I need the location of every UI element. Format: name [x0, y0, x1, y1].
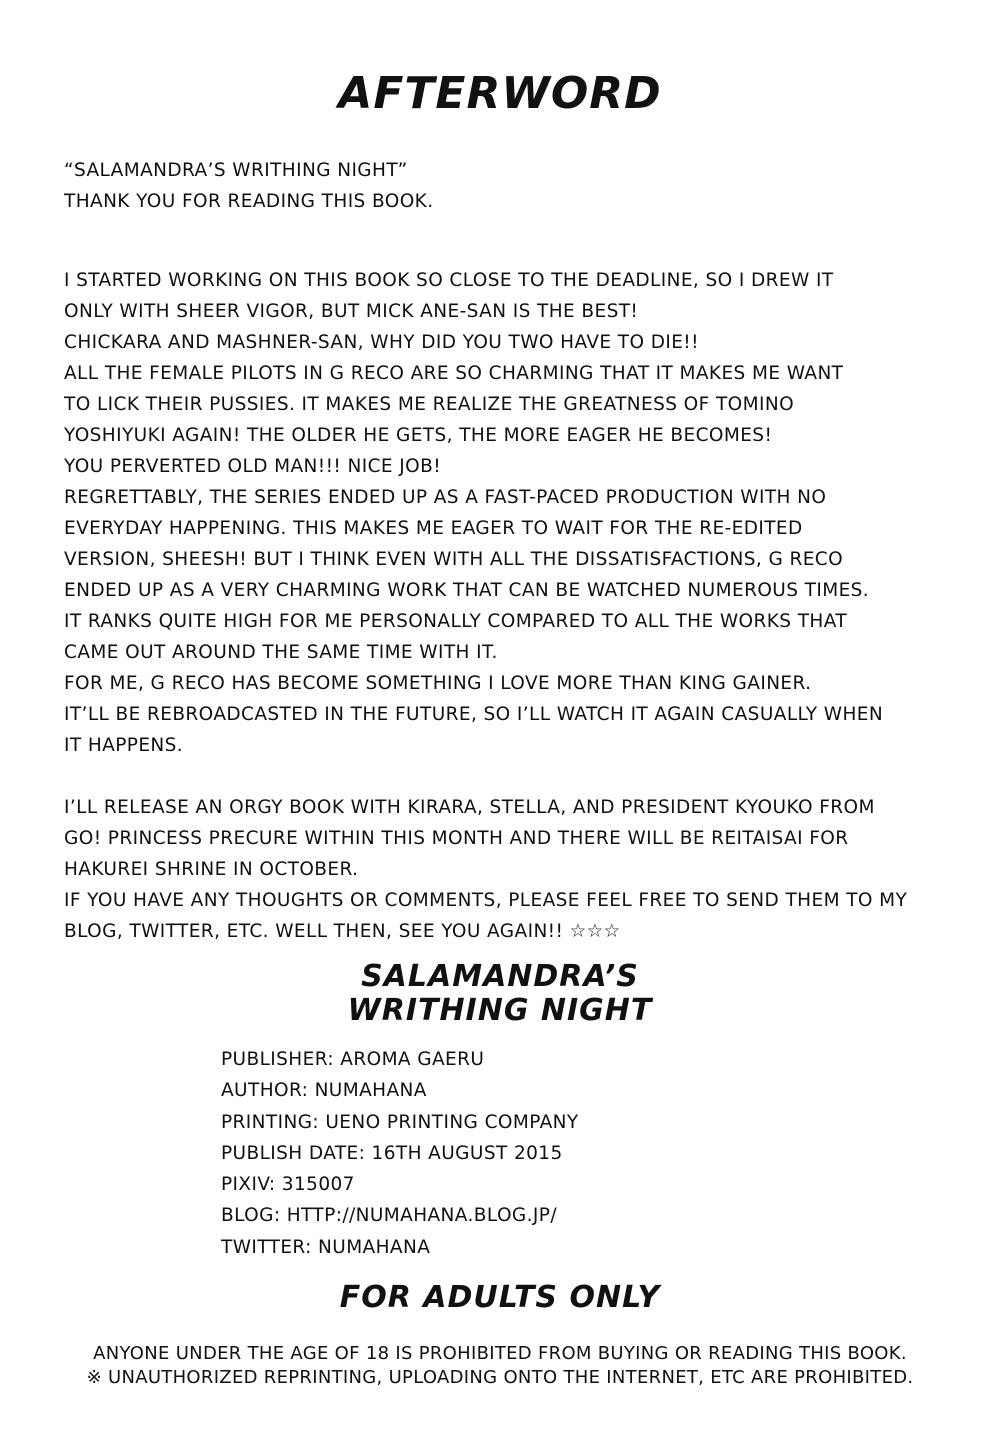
- colophon-publish-date: PUBLISH DATE: 16TH AUGUST 2015: [221, 1142, 563, 1164]
- paragraph-line: YOU PERVERTED OLD MAN!!! NICE JOB!: [64, 456, 442, 477]
- colophon-title: [0, 960, 1000, 1028]
- paragraph-line: I’LL RELEASE AN ORGY BOOK WITH KIRARA, STELLA, AND PRESIDENT KYOUKO FROM: [64, 797, 875, 818]
- colophon-author: AUTHOR: NUMAHANA: [221, 1080, 427, 1102]
- reprint-notice: ※ UNAUTHORIZED REPRINTING, UPLOADING ONTO THE INTERNET, ETC ARE PROHIBITED.: [86, 1367, 914, 1388]
- paragraph-line: REGRETTABLY, THE SERIES ENDED UP AS A FAST-PACED PRODUCTION WITH NO: [64, 487, 827, 508]
- paragraph-line: IF YOU HAVE ANY THOUGHTS OR COMMENTS, PLEASE FEEL FREE TO SEND THEM TO MY: [64, 890, 908, 911]
- intro-line: THANK YOU FOR READING THIS BOOK.: [64, 191, 434, 212]
- paragraph-line: TO LICK THEIR PUSSIES. IT MAKES ME REALIZE THE GREATNESS OF TOMINO: [64, 394, 795, 415]
- colophon: [221, 1044, 821, 1263]
- colophon-pixiv: PIXIV: 315007: [221, 1174, 355, 1196]
- paragraph-line: ENDED UP AS A VERY CHARMING WORK THAT CAN BE WATCHED NUMEROUS TIMES.: [64, 580, 870, 601]
- paragraph-line: CAME OUT AROUND THE SAME TIME WITH IT.: [64, 642, 498, 663]
- paragraph-line: CHICKARA AND MASHNER-SAN, WHY DID YOU TWO HAVE TO DIE!!: [64, 332, 699, 353]
- paragraph-line: IT HAPPENS.: [64, 735, 184, 756]
- afterword-body: [64, 155, 964, 947]
- colophon-printing: PRINTING: UENO PRINTING COMPANY: [221, 1111, 579, 1133]
- paragraph-line: IT’LL BE REBROADCASTED IN THE FUTURE, SO I’LL WATCH IT AGAIN CASUALLY WHEN: [64, 704, 884, 725]
- intro-line: “SALAMANDRA’S WRITHING NIGHT”: [64, 160, 408, 181]
- paragraph-line: IT RANKS QUITE HIGH FOR ME PERSONALLY COMPARED TO ALL THE WORKS THAT: [64, 611, 848, 632]
- paragraph-line: EVERYDAY HAPPENING. THIS MAKES ME EAGER TO WAIT FOR THE RE-EDITED: [64, 518, 803, 539]
- paragraph-line: FOR ME, G RECO HAS BECOME SOMETHING I LOVE MORE THAN KING GAINER.: [64, 673, 812, 694]
- colophon-publisher: PUBLISHER: AROMA GAERU: [221, 1049, 485, 1070]
- paragraph-line: I STARTED WORKING ON THIS BOOK SO CLOSE TO THE DEADLINE, SO I DREW IT: [64, 270, 834, 291]
- adults-only-heading: FOR ADULTS ONLY: [339, 1280, 661, 1315]
- paragraph-line: ALL THE FEMALE PILOTS IN G RECO ARE SO CHARMING THAT IT MAKES ME WANT: [64, 363, 844, 384]
- paragraph-line: VERSION, SHEESH! BUT I THINK EVEN WITH ALL THE DISSATISFACTIONS, G RECO: [64, 549, 844, 570]
- page-title: AFTERWORD: [338, 68, 662, 119]
- colophon-title-line: SALAMANDRA’S: [361, 959, 639, 994]
- paragraph-line: HAKUREI SHRINE IN OCTOBER.: [64, 859, 359, 880]
- age-notice: ANYONE UNDER THE AGE OF 18 IS PROHIBITED FROM BUYING OR READING THIS BOOK.: [93, 1343, 907, 1364]
- paragraph-line: GO! PRINCESS PRECURE WITHIN THIS MONTH AND THERE WILL BE REITAISAI FOR: [64, 828, 849, 849]
- colophon-blog: BLOG: HTTP://NUMAHANA.BLOG.JP/: [221, 1205, 557, 1227]
- legal-notice: [0, 1342, 1000, 1390]
- colophon-title-line: WRITHING NIGHT: [347, 993, 653, 1028]
- paragraph-line: ONLY WITH SHEER VIGOR, BUT MICK ANE-SAN IS THE BEST!: [64, 301, 639, 322]
- paragraph-line: BLOG, TWITTER, ETC. WELL THEN, SEE YOU AGAIN!! ☆☆☆: [64, 921, 621, 942]
- paragraph-line: YOSHIYUKI AGAIN! THE OLDER HE GETS, THE MORE EAGER HE BECOMES!: [64, 425, 773, 446]
- colophon-twitter: TWITTER: NUMAHANA: [221, 1236, 431, 1258]
